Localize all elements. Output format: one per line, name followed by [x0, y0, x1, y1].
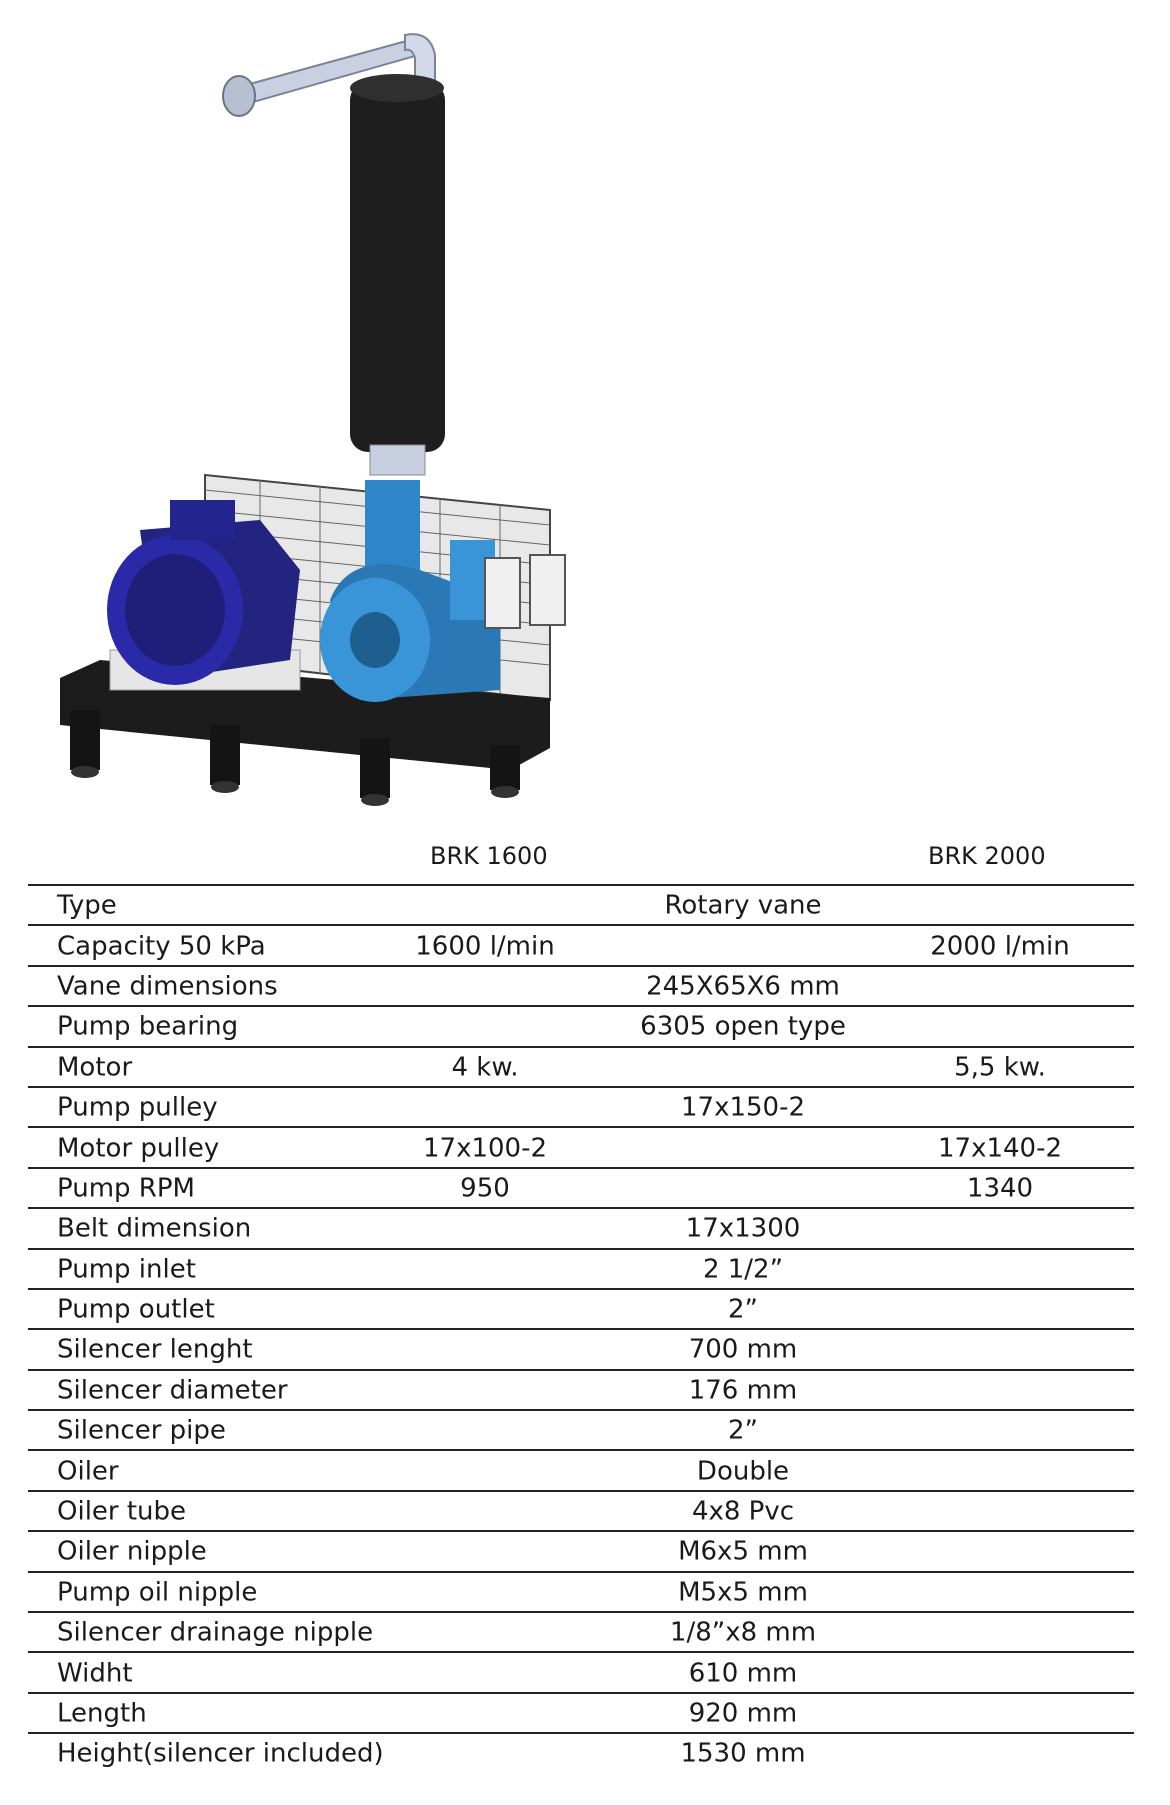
spec-label: Pump RPM	[57, 1173, 195, 1204]
table-row	[28, 1005, 1134, 1045]
table-row	[28, 965, 1134, 1005]
spec-value-brk-1600: 17x100-2	[422, 1133, 548, 1164]
spec-label: Type	[57, 890, 117, 921]
spec-value-shared: 4x8 Pvc	[691, 1496, 795, 1527]
spec-label: Height(silencer included)	[57, 1738, 384, 1769]
spec-label: Motor pulley	[57, 1133, 220, 1164]
spec-value-shared: 610 mm	[688, 1658, 798, 1689]
table-row	[28, 1288, 1134, 1328]
spec-label: Silencer pipe	[57, 1415, 226, 1446]
spec-value-shared: 920 mm	[688, 1698, 798, 1729]
spec-label: Oiler nipple	[57, 1537, 207, 1568]
spec-value-brk-2000: 17x140-2	[937, 1133, 1063, 1164]
table-row	[28, 1248, 1134, 1288]
spec-label: Pump pulley	[57, 1092, 218, 1123]
spec-value-shared: Rotary vane	[664, 890, 822, 921]
table-row	[28, 1692, 1134, 1732]
table-row	[28, 1207, 1134, 1247]
table-row	[28, 1369, 1134, 1409]
spec-value-shared: M6x5 mm	[678, 1537, 808, 1568]
spec-value-shared: 6305 open type	[640, 1011, 846, 1042]
spec-label: Silencer lenght	[57, 1335, 253, 1366]
spec-label: Length	[57, 1698, 147, 1729]
table-row	[28, 1328, 1134, 1368]
table-row	[28, 1167, 1134, 1207]
spec-label: Pump inlet	[57, 1254, 196, 1285]
spec-label: Capacity 50 kPa	[57, 931, 266, 962]
table-row	[28, 1732, 1134, 1772]
spec-label: Silencer drainage nipple	[57, 1617, 374, 1648]
spec-value-shared: M5x5 mm	[678, 1577, 808, 1608]
spec-value-shared: 2”	[727, 1415, 758, 1446]
spec-label: Vane dimensions	[57, 971, 278, 1002]
silencer	[350, 74, 445, 475]
table-row	[28, 924, 1134, 964]
spec-label: Oiler tube	[57, 1496, 187, 1527]
table-row	[28, 1611, 1134, 1651]
spec-value-shared: 1530 mm	[680, 1738, 806, 1769]
spec-value-brk-2000: 5,5 kw.	[954, 1052, 1046, 1083]
column-header-brk-1600: BRK 1600	[430, 842, 548, 870]
spec-label: Pump outlet	[57, 1294, 215, 1325]
spec-label: Motor	[57, 1052, 133, 1083]
spec-label: Pump oil nipple	[57, 1577, 258, 1608]
spec-value-shared: 2 1/2”	[702, 1254, 784, 1285]
spec-value-brk-2000: 1340	[966, 1173, 1034, 1204]
spec-value-brk-1600: 1600 l/min	[415, 931, 555, 962]
table-row	[28, 1530, 1134, 1570]
spec-value-shared: 17x150-2	[680, 1092, 806, 1123]
spec-label: Belt dimension	[57, 1213, 252, 1244]
table-row	[28, 1046, 1134, 1086]
specification-table	[28, 884, 1134, 1773]
spec-label: Pump bearing	[57, 1011, 239, 1042]
pump-unit-illustration	[30, 10, 630, 810]
table-row	[28, 1651, 1134, 1691]
spec-value-shared: 245X65X6 mm	[646, 971, 840, 1002]
spec-value-shared: 176 mm	[688, 1375, 798, 1406]
table-row	[28, 1571, 1134, 1611]
spec-label: Oiler	[57, 1456, 119, 1487]
table-row	[28, 1086, 1134, 1126]
spec-label: Widht	[57, 1658, 133, 1689]
table-row	[28, 1490, 1134, 1530]
spec-value-shared: 1/8”x8 mm	[669, 1617, 817, 1648]
spec-value-shared: 2”	[727, 1294, 758, 1325]
spec-value-shared: 700 mm	[688, 1335, 798, 1366]
table-row	[28, 884, 1134, 924]
spec-label: Silencer diameter	[57, 1375, 288, 1406]
column-header-brk-2000: BRK 2000	[928, 842, 1046, 870]
table-row	[28, 1126, 1134, 1166]
spec-value-brk-1600: 950	[460, 1173, 510, 1204]
spec-value-brk-2000: 2000 l/min	[930, 931, 1070, 962]
spec-value-brk-1600: 4 kw.	[451, 1052, 519, 1083]
table-row	[28, 1409, 1134, 1449]
spec-value-shared: Double	[696, 1456, 790, 1487]
spec-value-shared: 17x1300	[685, 1213, 801, 1244]
table-row	[28, 1449, 1134, 1489]
